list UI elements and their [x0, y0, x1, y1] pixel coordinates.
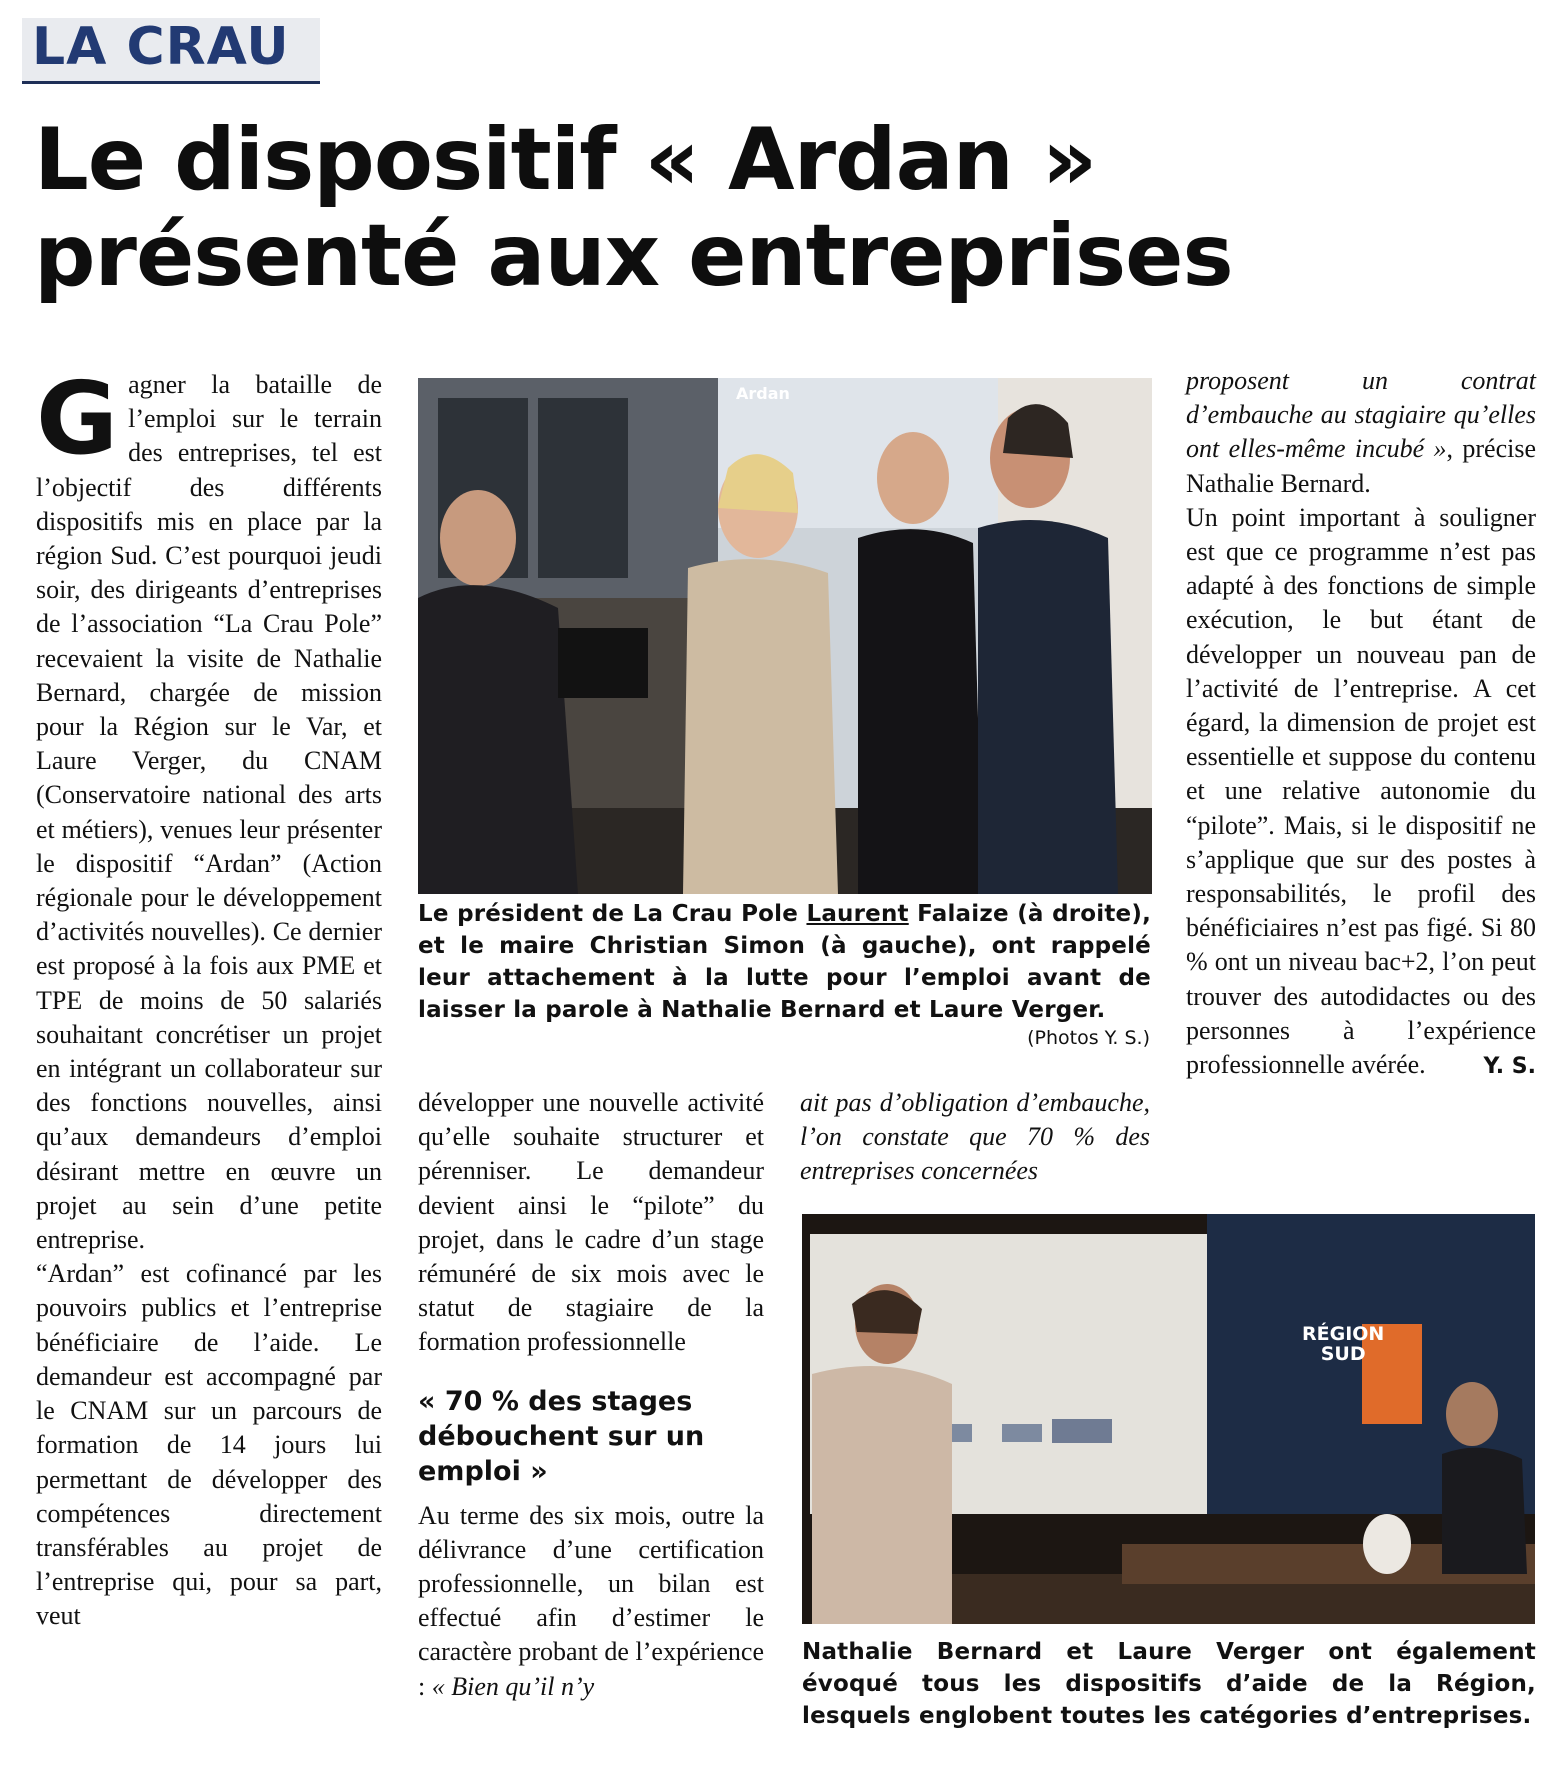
section-kicker-label: LA CRAU: [32, 17, 290, 77]
region-sud-banner: [1302, 1324, 1384, 1364]
caption-1-text-b: Falaize (à droite), et le maire Christian Simon (à gauche), ont rappelé leur attachement à la lutte pour l’emploi avant de laisser la parole à Nathalie Bernard et Laure Verger.: [418, 901, 1152, 1023]
headline-line-2: présenté aux entreprises: [34, 206, 1233, 306]
article-column-4: [1186, 364, 1536, 1084]
quote-continued: ait pas d’obligation d’embauche, l’on constate que 70 % des entreprises concernées: [800, 1088, 1150, 1186]
article-column-3: [800, 1086, 1150, 1189]
photo-caption-2: Nathalie Bernard et Laure Verger ont également évoqué tous les dispositifs d’aide de la Région, lesquels englobent toutes les catégories d’entreprises.: [802, 1639, 1536, 1729]
paragraph-ardan-funding: “Ardan” est cofinancé par les pouvoirs publics et l’entreprise bénéficiaire de l’aide. Le demandeur est accompagné par le CNAM sur un parcours de formation de 14 jours lui permettant de développer des compétences directement transférables au projet de l’entreprise qui, pour sa part, veut: [36, 1259, 382, 1631]
paragraph-pilot: développer une nouvelle activité qu’elle souhaite structurer et pérenniser. Le demandeur devient ainsi le “pilote” du projet, dans le cadre d’un stage rémunéré de six mois avec le statut de stagiaire de la formation professionnelle: [418, 1088, 764, 1357]
article-column-1: [36, 360, 382, 1634]
caption-1-text-a: Le président de La Crau Pole: [418, 901, 807, 927]
drop-cap: G: [36, 360, 119, 477]
author-signature: Y. S.: [1483, 1054, 1536, 1080]
paragraph-six-months: [418, 1499, 764, 1704]
quote-end: proposent un contrat d’embauche au stagiaire qu’elles ont elles-même incubé »: [1186, 366, 1536, 464]
paragraph-six-months-text: Au terme des six mois, outre la délivrance d’une certification professionnelle, un bilan est effectué afin d’estimer le caractère probant de l’expérience :: [418, 1500, 764, 1701]
photo-credit: (Photos Y. S.): [1027, 1027, 1150, 1049]
attribution: , précise Nathalie Bernard.: [1186, 434, 1537, 498]
photo-group-meeting: [418, 378, 1152, 894]
lead-paragraph-text: agner la bataille de l’emploi sur le terrain des entreprises, tel est l’objectif des différents dispositifs mis en place par la région Sud. C’est pourquoi jeudi soir, des dirigeants d’entreprises de l’association “La Crau Pole” recevaient la visite de Nathalie Bernard, chargée de mission pour la Région sur le Var, et Laure Verger, du CNAM (Conservatoire national des arts et métiers), venues leur présenter le dispositif “Ardan” (Action régionale pour le développement d’activités nouvelles). Ce dernier est proposé à la fois aux PME et TPE de moins de 50 salariés souhaitant concrétiser un projet en intégrant un collaborateur sur des fonctions nouvelles, ainsi qu’aux demandeurs d’emploi désirant mettre en œuvre un projet au sein d’une petite entreprise.: [36, 370, 382, 1255]
lead-paragraph: [36, 360, 382, 1257]
quote-start: « Bien qu’il n’y: [431, 1671, 595, 1701]
headline: [34, 112, 1554, 304]
subheading: « 70 % des stages débouchent sur un emploi »: [418, 1385, 705, 1487]
photo-caption-1: [418, 898, 1151, 1026]
article-column-2: [418, 1086, 764, 1704]
headline-line-1: Le dispositif « Ardan »: [34, 110, 1097, 210]
banner-line-2: SUD: [1320, 1343, 1366, 1365]
photo-presentation: [802, 1214, 1535, 1624]
caption-1-underlined-name: Laurent: [806, 901, 909, 927]
banner-text: Ardan: [736, 384, 790, 403]
quote-end-paragraph: [1186, 364, 1536, 501]
paragraph-program-details: Un point important à souligner est que ce programme n’est pas adapté à des fonctions de simple exécution, le but étant de développer un nouveau pan de l’activité de l’entreprise. A cet égard, la dimension de projet est essentielle et suppose du contenu et une relative autonomie du “pilote”. Mais, si le dispositif ne s’applique que sur des postes à responsabilités, le profil des bénéficiaires n’est pas figé. Si 80 % ont un niveau bac+2, l’on peut trouver des autodidactes ou des personnes à l’expérience professionnelle avérée.: [1186, 502, 1536, 1080]
banner-line-1: RÉGION: [1302, 1323, 1385, 1345]
